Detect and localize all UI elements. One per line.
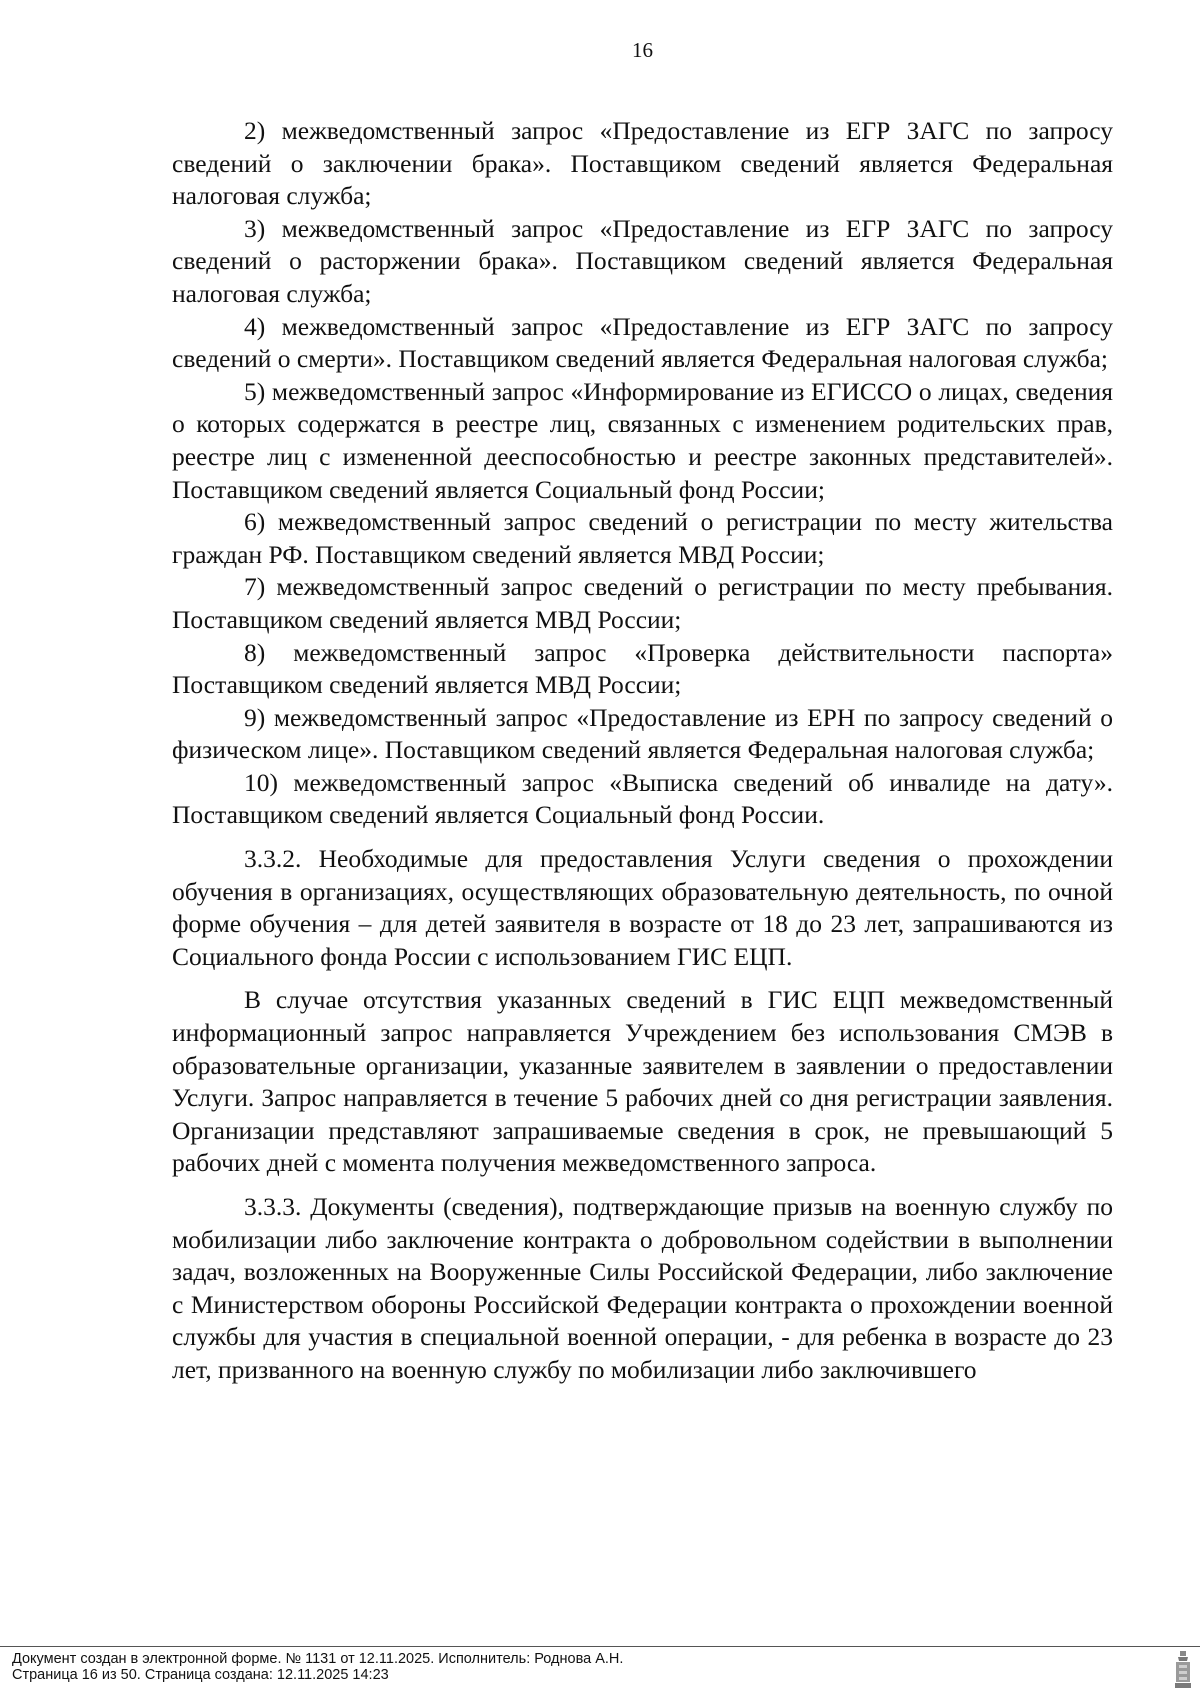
footer-divider xyxy=(0,1646,1200,1647)
list-item-9: 9) межведомственный запрос «Предоставление из ЕРН по запросу сведений о физическом лице». Поставщиком сведений является Федеральная налоговая служба; xyxy=(172,702,1113,765)
section-3-3-2: 3.3.2. Необходимые для предоставления Услуги сведения о прохождении обучения в организациях, осуществляющих образовательную деятельность, по очной форме обучения – для детей заявителя в возрасте от 18 до 23 лет, запрашиваются из Социального фонда России с использованием ГИС ЕЦП. xyxy=(172,844,1113,971)
list-item-10: 10) межведомственный запрос «Выписка сведений об инвалиде на дату». Поставщиком сведений является Социальный фонд России. xyxy=(172,767,1113,830)
list-item-3: 3) межведомственный запрос «Предоставление из ЕГР ЗАГС по запросу сведений о расторжении брака». Поставщиком сведений является Федеральная налоговая служба; xyxy=(172,213,1113,308)
footer-page-info: Страница 16 из 50. Страница создана: 12.11.2025 14:23 xyxy=(12,1667,389,1683)
list-item-5: 5) межведомственный запрос «Информирование из ЕГИССО о лицах, сведения о которых содержатся в реестре лиц, связанных с изменением родительских прав, реестре лиц с измененной дееспособностью и реестре законных представителей». Поставщиком сведений является Социальный фонд России; xyxy=(172,376,1113,504)
list-item-6: 6) межведомственный запрос сведений о регистрации по месту жительства граждан РФ. Поставщиком сведений является МВД России; xyxy=(172,507,1113,569)
document-body xyxy=(172,115,1113,1387)
section-3-3-3: 3.3.3. Документы (сведения), подтверждающие призыв на военную службу по мобилизации либо заключение контракта о добровольном содействии в выполнении задач, возложенных на Вооруженные Силы Российской Федерации, либо заключение с Министерством обороны Российской Федерации контракта о прохождении военной службы для участия в специальной военной операции, - для ребенка в возрасте до 23 лет, призванного на военную службу по мобилизации либо заключившего xyxy=(172,1192,1113,1384)
coat-of-arms-icon xyxy=(1173,1650,1193,1690)
footer-document-info: Документ создан в электронной форме. № 1131 от 12.11.2025. Исполнитель: Роднова А.Н. xyxy=(12,1651,624,1667)
list-item-7: 7) межведомственный запрос сведений о регистрации по месту пребывания. Поставщиком сведений является МВД России; xyxy=(172,572,1113,634)
list-item-2: 2) межведомственный запрос «Предоставление из ЕГР ЗАГС по запросу сведений о заключении брака». Поставщиком сведений является Федеральная налоговая служба; xyxy=(172,116,1113,211)
paragraph-no-data-case: В случае отсутствия указанных сведений в ГИС ЕЦП межведомственный информационный запрос направляется Учреждением без использования СМЭВ в образовательные организации, указанные заявителем в заявлении о предоставлении Услуги. Запрос направляется в течение 5 рабочих дней со дня регистрации заявления. Организации представляют запрашиваемые сведения в срок, не превышающий 5 рабочих дней с момента получения межведомственного запроса. xyxy=(172,985,1113,1178)
footer xyxy=(12,1651,623,1683)
page-number: 16 xyxy=(632,38,653,62)
list-item-4: 4) межведомственный запрос «Предоставление из ЕГР ЗАГС по запросу сведений о смерти». Поставщиком сведений является Федеральная налоговая служба; xyxy=(172,311,1113,374)
list-item-8: 8) межведомственный запрос «Проверка действительности паспорта» Поставщиком сведений является МВД России; xyxy=(172,637,1113,700)
